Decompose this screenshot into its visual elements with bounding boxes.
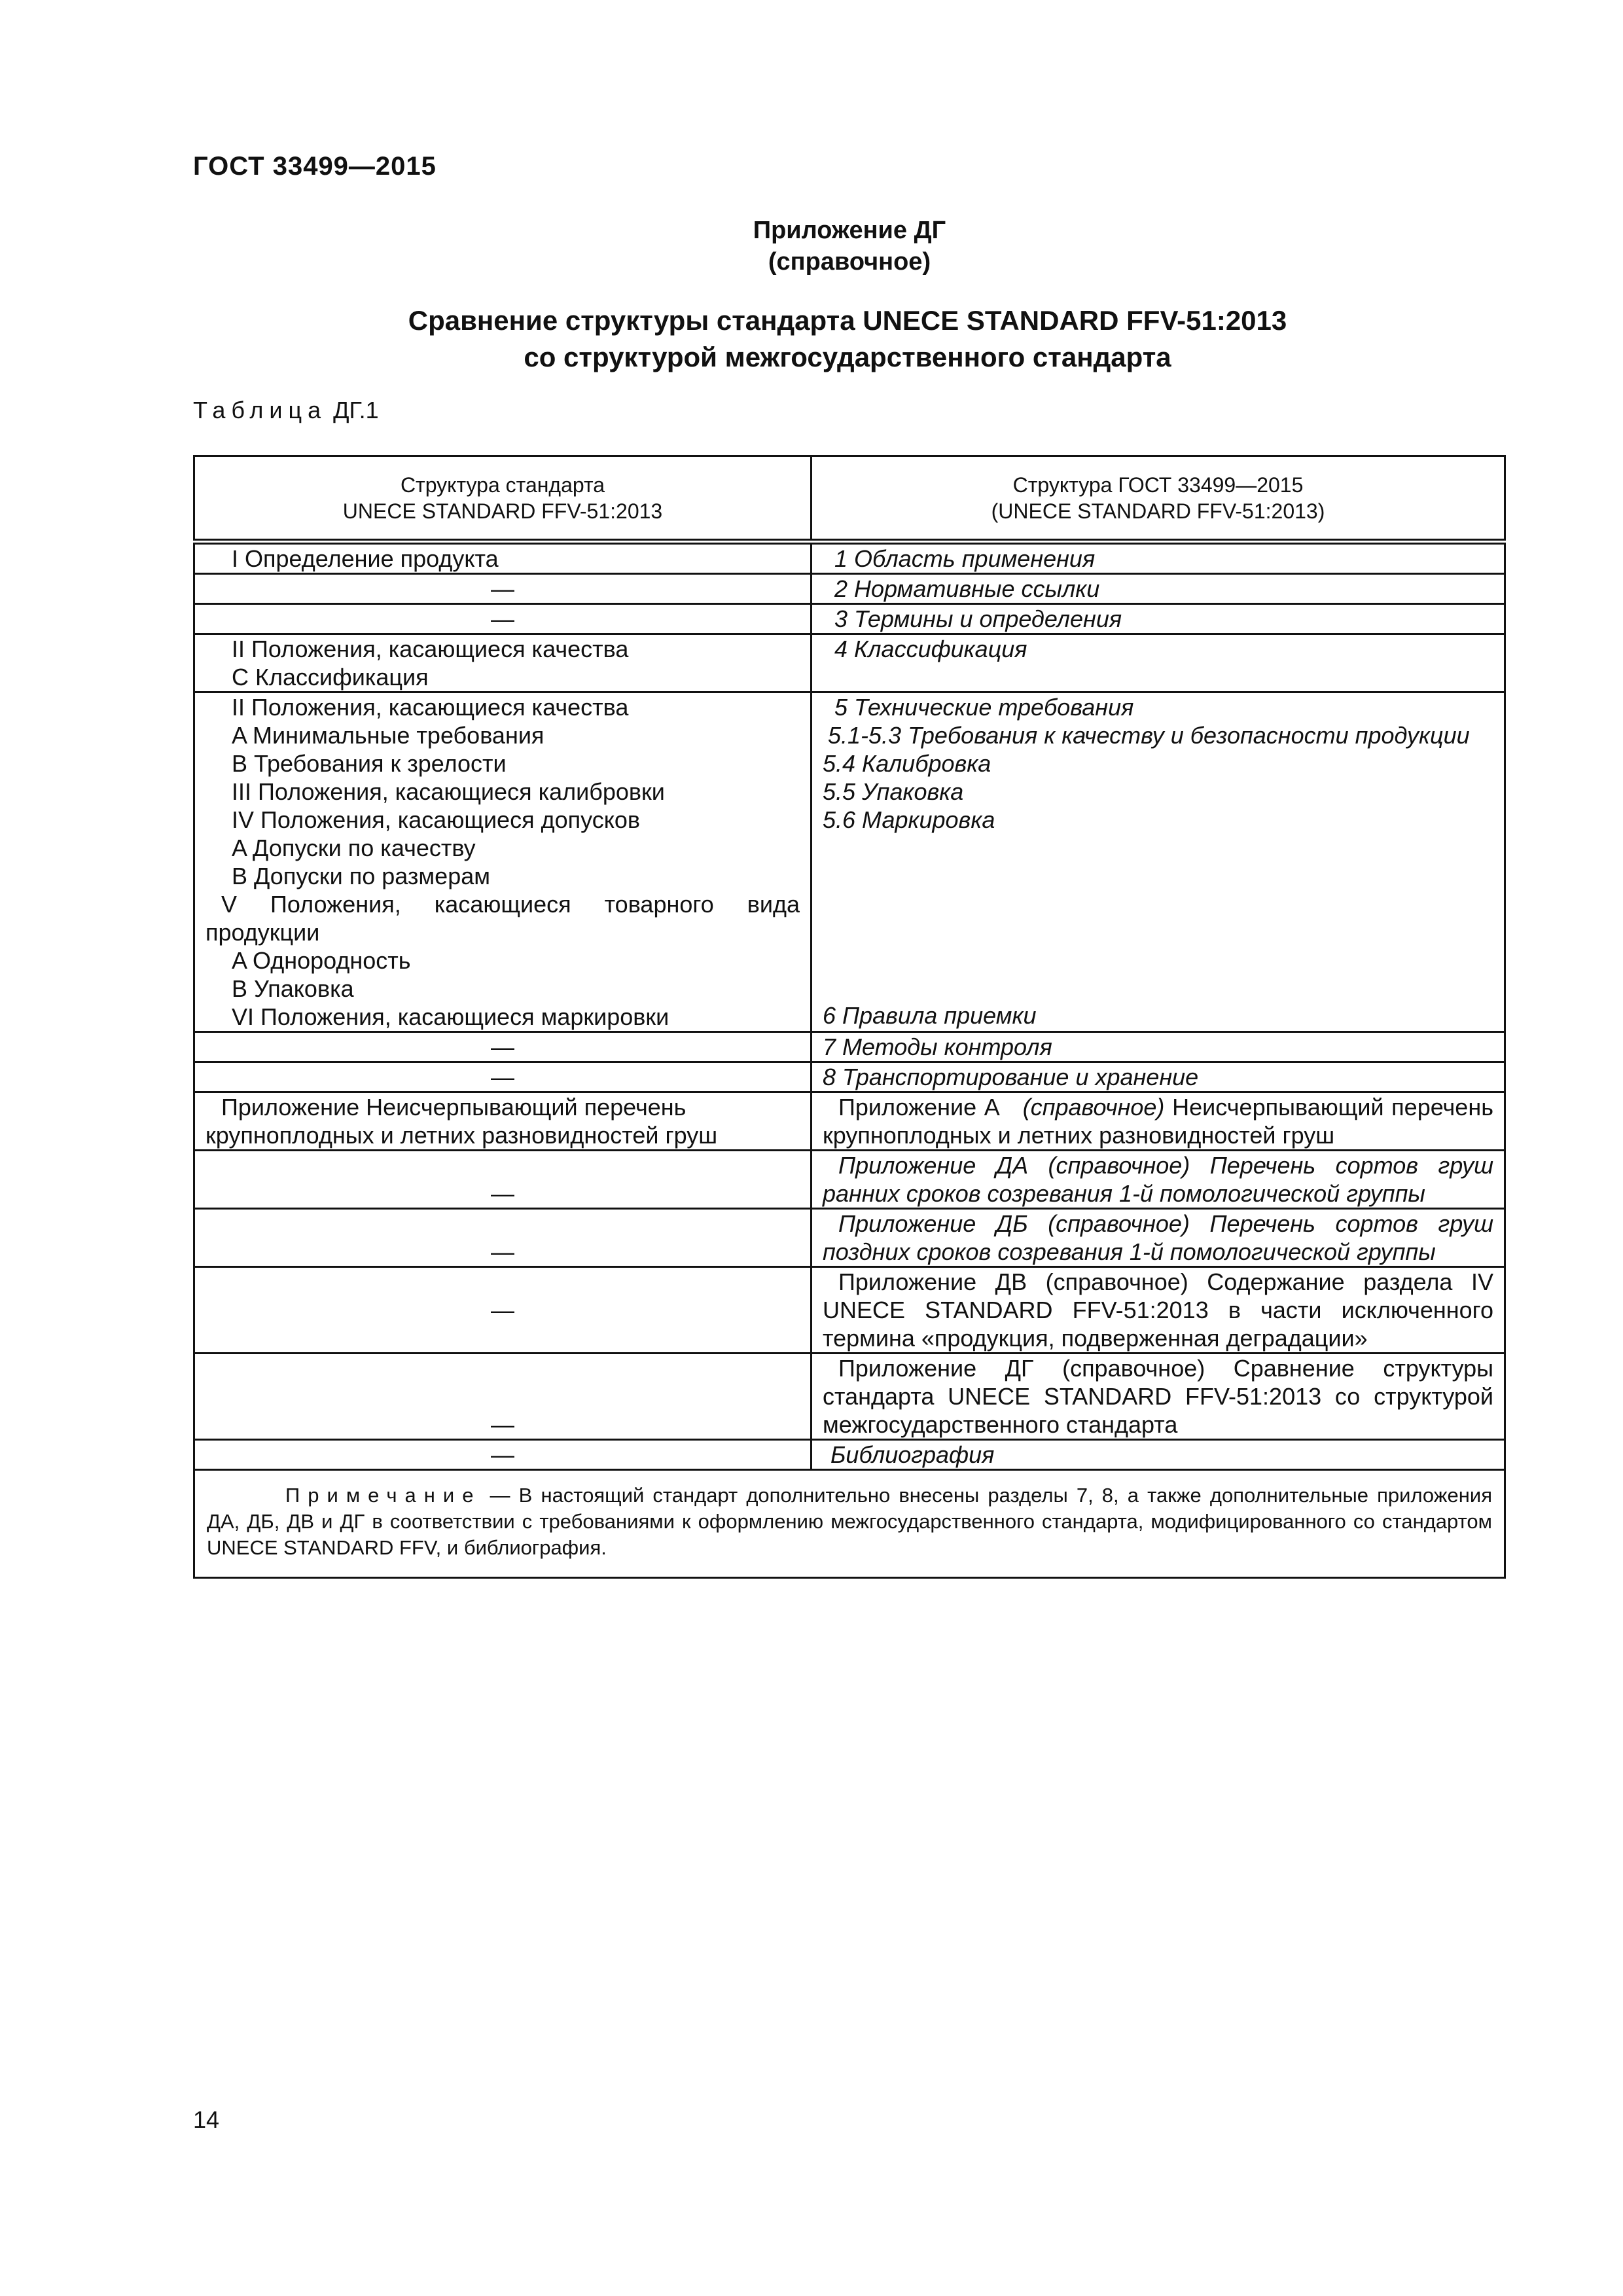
cell-text: Библиография [830,1441,995,1468]
header-right-line-2: (UNECE STANDARD FFV-51:2013) [991,499,1325,523]
cell-right [812,1151,1505,1209]
dash: — [491,1033,514,1060]
cell-text: Неисчерпывающий перечень крупноплодных и летних разновидностей груш [823,1094,1493,1149]
title-line-1: Сравнение структуры стандарта UNECE STANDARD FFV-51:2013 [408,305,1287,336]
dash: — [491,1441,514,1468]
table-row [194,1062,1505,1092]
cell-text: Приложение ДВ (справочное) Содержание раздела IV UNECE STANDARD FFV-51:2013 в части исключенного термина «продукция, подверженная деградации» [823,1268,1493,1352]
cell-line: II Положения, касающиеся качества [232,636,629,662]
cell-left [194,1267,812,1354]
appendix-title: Приложение ДГ [753,217,946,244]
cell-line: IV Положения, касающиеся допусков [232,806,640,833]
cell-left [194,692,812,1032]
dash: — [491,1180,514,1207]
cell-line: 5.1-5.3 Требования к качеству и безопасности продукции [828,722,1470,749]
cell-line: II Положения, касающиеся качества [232,694,629,721]
cell-line: A Допуски по качеству [232,834,476,861]
cell-left [194,1209,812,1267]
table-row [194,574,1505,604]
cell-line: A Однородность [232,947,411,974]
cell-text: Приложение А [838,1094,1000,1121]
page-number: 14 [193,2106,220,2133]
cell-right [812,604,1505,634]
note-lead: Примечание [285,1484,482,1507]
cell-text: (справочное) [1022,1094,1165,1121]
cell-right [812,1209,1505,1267]
document-title [0,302,1623,376]
cell-line: III Положения, касающиеся калибровки [232,778,665,805]
cell-left [194,1354,812,1440]
cell-line: VI Положения, касающиеся маркировки [232,1003,669,1030]
cell-right [812,1267,1505,1354]
table-note-row [194,1470,1505,1578]
cell-text: Приложение ДГ (справочное) Сравнение структуры стандарта UNECE STANDARD FFV-51:2013 со структурой межгосударственного стандарта [823,1355,1493,1438]
cell-text: Приложение ДБ (справочное) Перечень сортов груш поздних сроков созревания 1-й помологической группы [823,1210,1493,1265]
cell-text: 7 Методы контроля [823,1033,1052,1060]
table-label-number: ДГ.1 [333,397,379,423]
cell-left [194,1440,812,1470]
dash: — [491,1238,514,1265]
cell-text: I Определение продукта [232,545,499,572]
cell-right [812,542,1505,574]
header-right-line-1: Структура ГОСТ 33499—2015 [1012,473,1304,497]
title-line-2: со структурой межгосударственного стандарта [524,342,1171,372]
cell-line: B Упаковка [232,975,354,1002]
header-right [812,456,1505,542]
cell-line: 6 Правила приемки [823,1002,1037,1029]
cell-line: B Требования к зрелости [232,750,507,777]
header-left [194,456,812,542]
cell-left [194,1151,812,1209]
cell-line: C Классификация [232,664,429,691]
dash: — [491,1064,514,1090]
cell-line: 5.6 Маркировка [823,806,995,833]
cell-text: 8 Транспортирование и хранение [823,1064,1199,1090]
cell-right [812,1440,1505,1470]
note-text: — В настоящий стандарт дополнительно внесены разделы 7, 8, а также дополнительные приложения ДА, ДБ, ДВ и ДГ в соответствии с требованиями к оформлению межгосударственного стандарта, модифицированного со стандартом UNECE STANDARD FFV, и библиография. [207,1484,1492,1559]
table-row [194,1032,1505,1062]
table-row [194,542,1505,574]
cell-line: крупноплодных и летних разновидностей груш [205,1122,718,1149]
cell-text: 2 Нормативные ссылки [834,575,1100,602]
cell-right [812,1062,1505,1092]
cell-left [194,542,812,574]
cell-line: 5.5 Упаковка [823,778,964,805]
cell-right [812,1092,1505,1151]
table-row [194,1151,1505,1209]
cell-right [812,1354,1505,1440]
dash: — [491,575,514,602]
appendix-heading [0,215,1623,278]
cell-text: 3 Термины и определения [834,605,1122,632]
cell-right [812,634,1505,692]
cell-text: 1 Область применения [834,545,1096,572]
cell-text: 4 Классификация [834,636,1027,662]
cell-left [194,634,812,692]
cell-line: V Положения, касающиеся товарного вида продукции [205,891,800,946]
table-note [194,1470,1505,1578]
dash: — [491,605,514,632]
dash: — [491,1297,514,1323]
cell-right [812,574,1505,604]
cell-line: Приложение Неисчерпывающий перечень [221,1094,687,1121]
cell-left [194,574,812,604]
table-row [194,1092,1505,1151]
comparison-table [193,455,1506,1579]
cell-right [812,1032,1505,1062]
cell-line: 5 Технические требования [834,694,1134,721]
table-label [193,397,379,424]
dash: — [491,1411,514,1438]
cell-right [812,692,1505,1032]
cell-left [194,1032,812,1062]
table-row [194,692,1505,1032]
header-left-line-1: Структура стандарта [400,473,605,497]
table-row [194,1267,1505,1354]
header-left-line-2: UNECE STANDARD FFV-51:2013 [342,499,663,523]
table-label-prefix: Таблица [193,397,327,423]
appendix-subtitle: (справочное) [768,248,931,276]
cell-line: B Допуски по размерам [232,863,490,889]
table-row [194,1354,1505,1440]
document-code: ГОСТ 33499—2015 [193,152,437,181]
cell-left [194,1062,812,1092]
table-row [194,634,1505,692]
table-header-row [194,456,1505,542]
table-row [194,1440,1505,1470]
table-row [194,1209,1505,1267]
cell-line: A Минимальные требования [232,722,544,749]
cell-text: Приложение ДА (справочное) Перечень сортов груш ранних сроков созревания 1-й помологической группы [823,1152,1493,1207]
cell-left [194,1092,812,1151]
table-row [194,604,1505,634]
cell-line: 5.4 Калибровка [823,750,991,777]
cell-left [194,604,812,634]
